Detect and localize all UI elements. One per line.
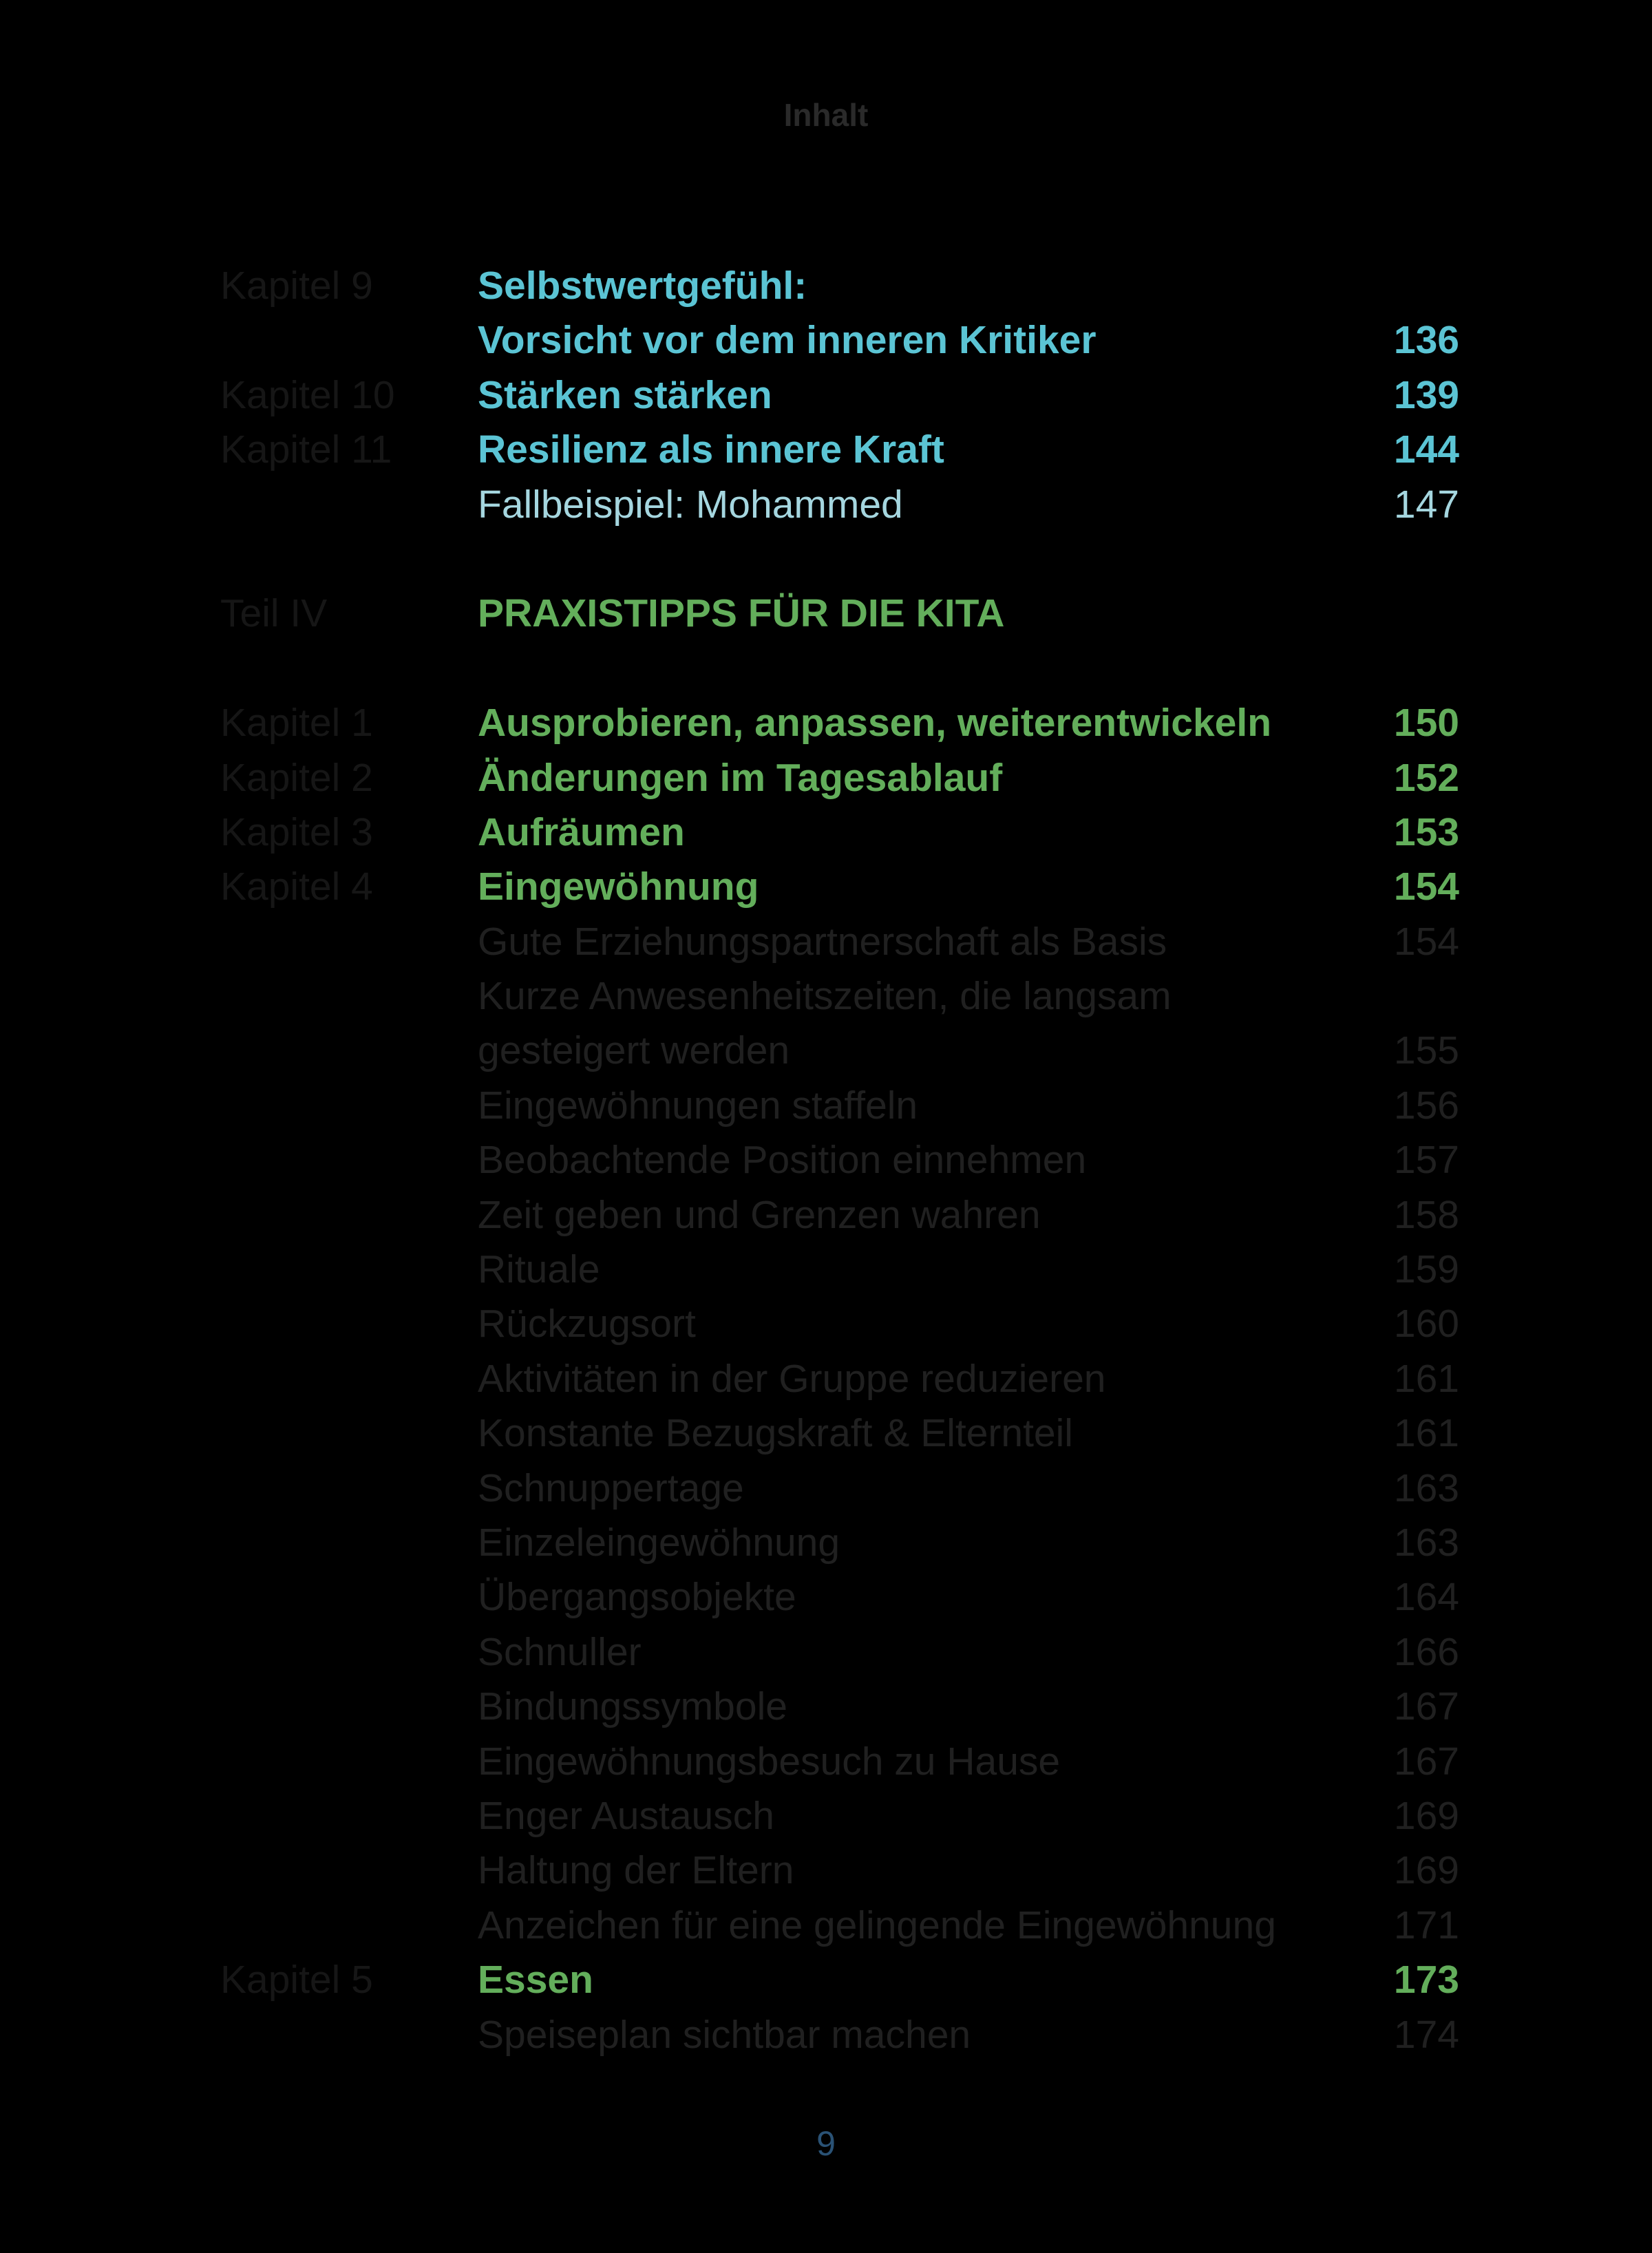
toc-entry [0,915,1652,969]
toc-entry-title: Konstante Bezugskraft & Elternteil [478,1411,1073,1456]
toc-entry-page: 154 [1393,865,1459,909]
toc-entry-page: 163 [1393,1520,1459,1565]
toc-entry-title: Essen [478,1958,593,2002]
toc-entry [0,1789,1652,1843]
toc-entry [0,259,1652,313]
toc-entry-label: Kapitel 11 [220,427,392,472]
toc-entry-page: 167 [1393,1684,1459,1729]
toc-entry-title: Enger Austausch [478,1793,774,1838]
toc-entry [0,1352,1652,1406]
toc-entry-title: Übergangsobjekte [478,1575,796,1620]
toc-entry-page: 164 [1393,1575,1459,1620]
toc-entry-page: 157 [1393,1138,1459,1183]
toc-entry-page: 144 [1393,427,1459,472]
toc-entry [0,1461,1652,1516]
page-header-title: Inhalt [783,97,869,133]
toc-entry-title: Bindungssymbole [478,1684,787,1729]
toc-entry-page: 166 [1393,1629,1459,1674]
toc-entry-page: 173 [1393,1958,1459,2002]
toc-entry [0,1133,1652,1187]
toc-entry-page: 152 [1393,755,1459,800]
toc-entry [0,1297,1652,1351]
toc-entry-page: 171 [1393,1903,1459,1947]
toc-entry-page: 169 [1393,1848,1459,1893]
toc-entry-title: Eingewöhnungsbesuch zu Hause [478,1739,1061,1784]
toc-entry-title: Zeit geben und Grenzen wahren [478,1192,1041,1237]
toc-entry [0,1625,1652,1680]
toc-entry [0,1898,1652,1953]
toc-entry [0,1735,1652,1789]
toc-entry-label: Kapitel 3 [220,810,373,854]
toc-entry-title: Beobachtende Position einnehmen [478,1138,1087,1183]
toc-entry [0,313,1652,368]
toc-entry-title: Vorsicht vor dem inneren Kritiker [478,318,1097,363]
toc-entry-label: Kapitel 9 [220,264,373,308]
toc-entry-title: Selbstwertgefühl: [478,264,807,308]
toc-entry-page: 163 [1393,1466,1459,1510]
toc-entry-label: Kapitel 10 [220,372,395,417]
toc-entry-title: Einzeleingewöhnung [478,1520,840,1565]
toc-entry-title: Schnuppertage [478,1466,744,1510]
toc-entry-title: Ausprobieren, anpassen, weiterentwickeln [478,701,1272,745]
toc-entry [0,1242,1652,1297]
toc-entry-page: 147 [1393,482,1459,527]
toc-entry [0,969,1652,1024]
toc-entry-title: Aufräumen [478,810,685,854]
toc-entry [0,751,1652,805]
toc-entry-title: Änderungen im Tagesablauf [478,755,1003,800]
toc-entry-label: Kapitel 1 [220,701,373,745]
toc-entry-label: Kapitel 5 [220,1958,373,2002]
toc-entry [0,1680,1652,1734]
toc-entry-page: 153 [1393,810,1459,854]
toc-entry-title: Rückzugsort [478,1302,696,1346]
toc-entry [0,368,1652,423]
toc-entry-page: 156 [1393,1083,1459,1128]
toc-entry-title: Eingewöhnung [478,865,759,909]
toc-entry-title: Haltung der Eltern [478,1848,794,1893]
toc-entry-title: Speiseplan sichtbar machen [478,2012,971,2057]
toc-entry [0,1516,1652,1570]
toc-entry-page: 154 [1393,919,1459,964]
toc-entry-page: 161 [1393,1411,1459,1456]
toc-entry-page: 158 [1393,1192,1459,1237]
toc-entry-page: 169 [1393,1793,1459,1838]
toc-entry-label: Teil IV [220,591,328,636]
toc-entry-title: Anzeichen für eine gelingende Eingewöhnung [478,1903,1276,1947]
toc-entry [0,860,1652,914]
toc-entry [0,1024,1652,1078]
toc-entry [0,1843,1652,1898]
toc-entry-page: 139 [1393,372,1459,417]
toc-entry-page: 174 [1393,2012,1459,2057]
toc-entry [0,1188,1652,1242]
toc-entry-title: Schnuller [478,1629,642,1674]
toc-entry-page: 159 [1393,1247,1459,1292]
toc-entry-title: Kurze Anwesenheitszeiten, die langsam [478,974,1172,1019]
toc-entry-title: PRAXISTIPPS FÜR DIE KITA [478,591,1005,636]
toc-entry [0,423,1652,477]
toc-entry-label: Kapitel 4 [220,865,373,909]
toc-entry [0,696,1652,750]
toc-entry-page: 161 [1393,1356,1459,1401]
page-number: 9 [816,2124,836,2163]
toc-entry-page: 167 [1393,1739,1459,1784]
toc-entry-title: Rituale [478,1247,600,1292]
table-of-contents [0,259,1652,2062]
toc-entry [0,1079,1652,1133]
toc-entry [0,1406,1652,1461]
toc-entry [0,2008,1652,2062]
toc-entry-title: Resilienz als innere Kraft [478,427,944,472]
toc-entry-title: Fallbeispiel: Mohammed [478,482,903,527]
toc-entry [0,1570,1652,1625]
toc-entry-title: Gute Erziehungspartnerschaft als Basis [478,919,1167,964]
toc-entry [0,478,1652,532]
toc-entry-page: 160 [1393,1302,1459,1346]
toc-entry [0,586,1652,641]
toc-entry-title: Stärken stärken [478,372,772,417]
toc-entry [0,1953,1652,2007]
toc-entry-page: 155 [1393,1028,1459,1073]
toc-entry-title: Aktivitäten in der Gruppe reduzieren [478,1356,1106,1401]
toc-entry-page: 136 [1393,318,1459,363]
toc-entry-page: 150 [1393,701,1459,745]
toc-entry [0,805,1652,860]
toc-entry-title: gesteigert werden [478,1028,790,1073]
toc-entry-label: Kapitel 2 [220,755,373,800]
toc-entry-title: Eingewöhnungen staffeln [478,1083,918,1128]
